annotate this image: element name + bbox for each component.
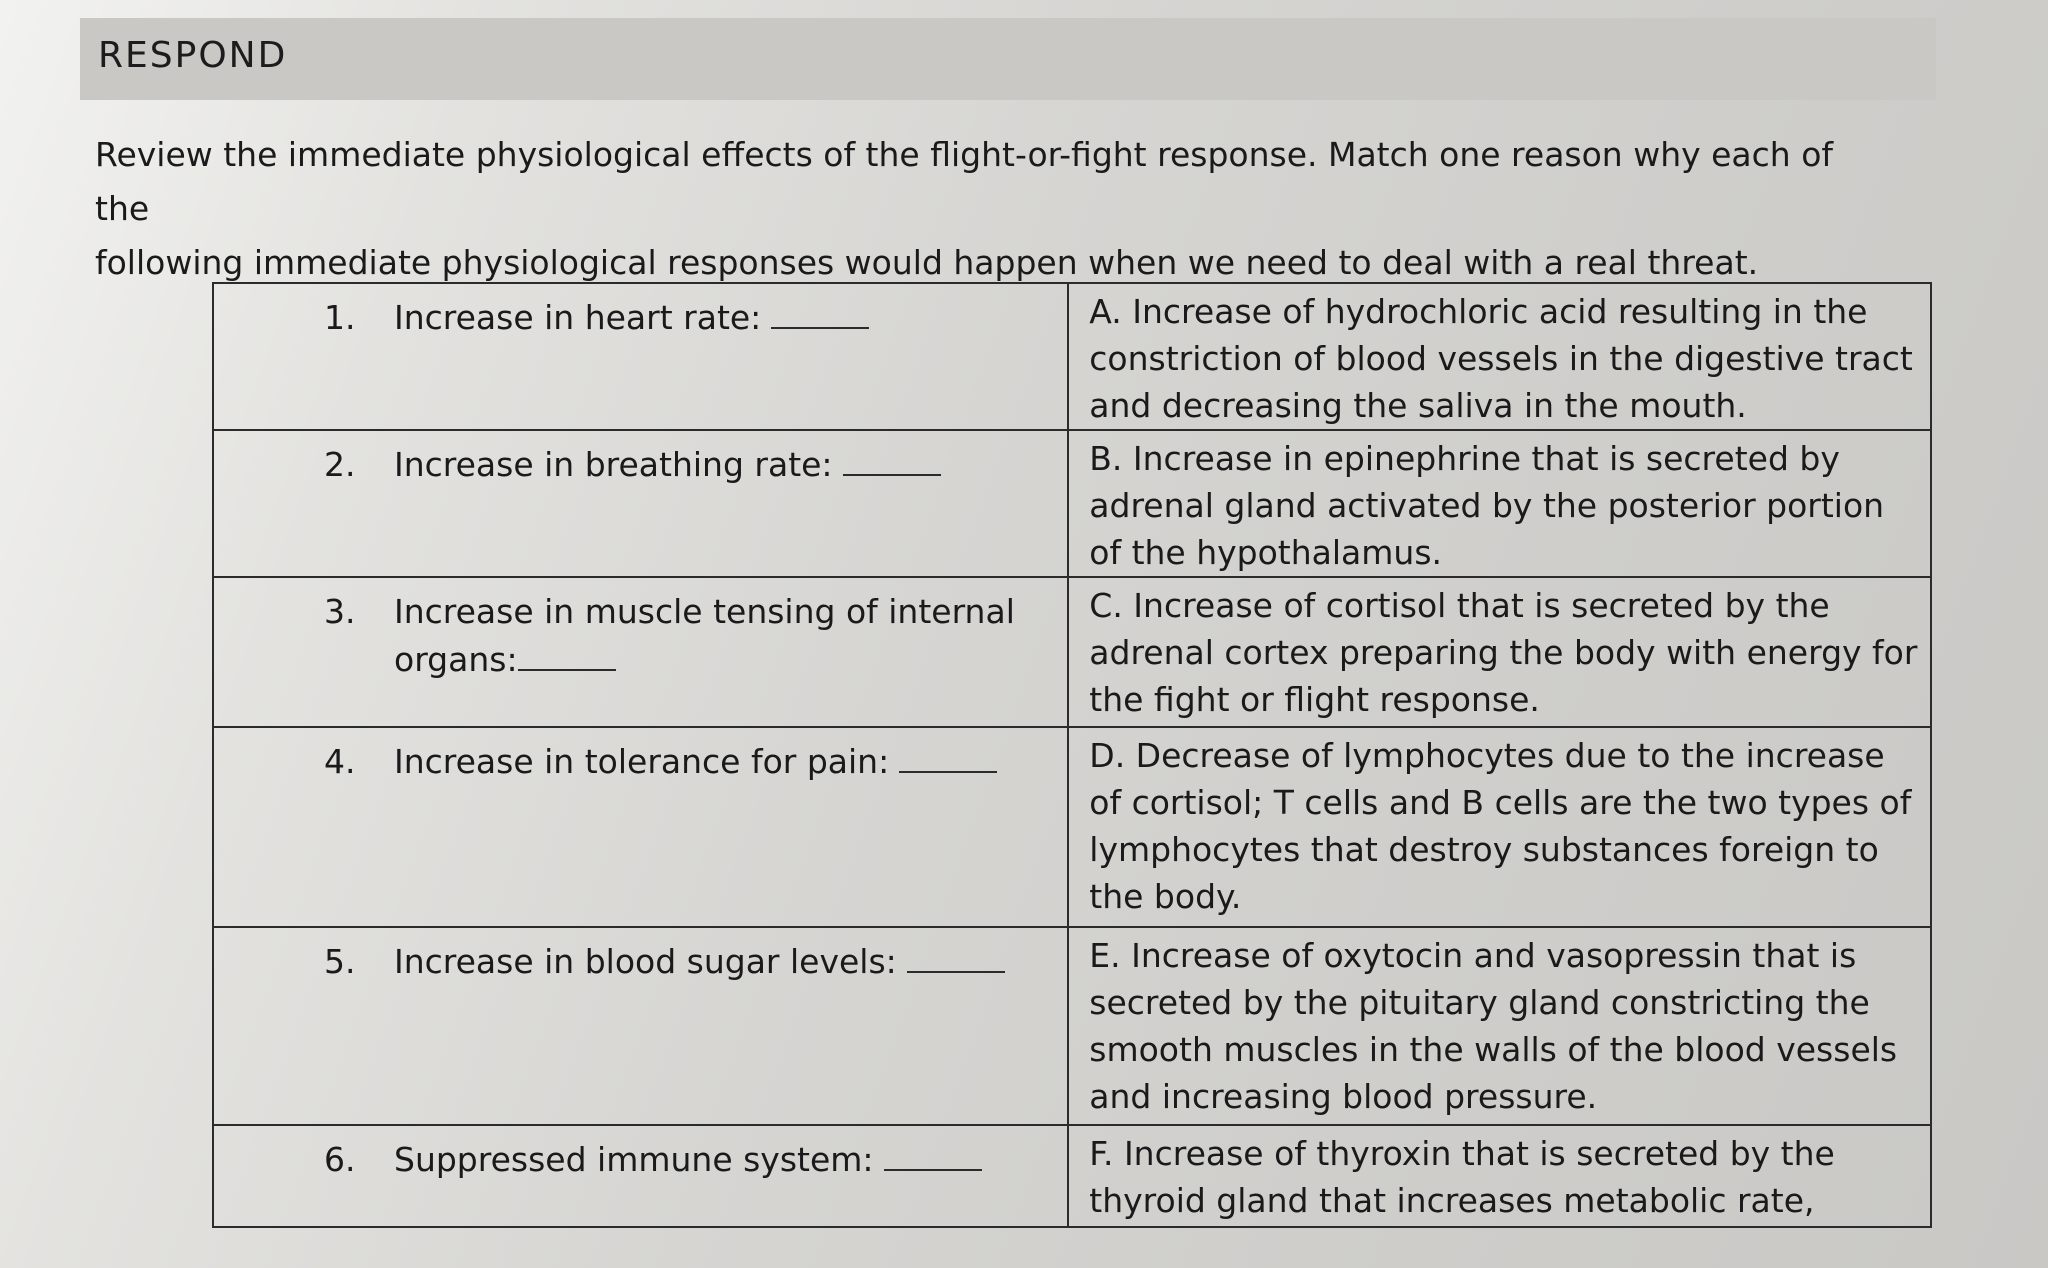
reason-cell bbox=[1068, 283, 1931, 430]
table-row bbox=[213, 727, 1931, 927]
answer-blank[interactable] bbox=[907, 941, 1005, 973]
table-row bbox=[213, 927, 1931, 1125]
instructions-line-1: Review the immediate physiological effects of the flight-or-fight response. Match one reason why each of the bbox=[95, 135, 1834, 228]
answer-blank[interactable] bbox=[843, 444, 941, 476]
response-cell bbox=[213, 430, 1068, 577]
item-number: 1. bbox=[324, 298, 356, 337]
response-label: Increase in breathing rate: bbox=[394, 445, 833, 484]
item-number: 6. bbox=[324, 1140, 356, 1179]
instructions bbox=[95, 128, 1895, 290]
reason-text: D. Decrease of lymphocytes due to the increase of cortisol; T cells and B cells are the two types of lymphocytes that destroy substances foreign to the body. bbox=[1089, 736, 1912, 916]
answer-blank[interactable] bbox=[884, 1139, 982, 1171]
reason-cell bbox=[1068, 727, 1931, 927]
section-title: RESPOND bbox=[98, 35, 288, 76]
response-label: Increase in muscle tensing of internal organs: bbox=[394, 592, 1015, 679]
item-number: 4. bbox=[324, 742, 356, 781]
reason-text: C. Increase of cortisol that is secreted by the adrenal cortex preparing the body with energy for the fight or flight response. bbox=[1089, 586, 1918, 719]
response-cell bbox=[213, 1125, 1068, 1227]
item-number: 5. bbox=[324, 942, 356, 981]
table-row bbox=[213, 283, 1931, 430]
response-label: Increase in tolerance for pain: bbox=[394, 742, 890, 781]
response-cell bbox=[213, 577, 1068, 727]
response-label: Increase in blood sugar levels: bbox=[394, 942, 897, 981]
matching-table bbox=[212, 282, 1932, 1228]
response-cell bbox=[213, 283, 1068, 430]
answer-blank[interactable] bbox=[771, 297, 869, 329]
reason-cell bbox=[1068, 430, 1931, 577]
reason-text: F. Increase of thyroxin that is secreted by the thyroid gland that increases metabolic rate, bbox=[1089, 1134, 1835, 1220]
answer-blank[interactable] bbox=[518, 639, 616, 671]
table-row bbox=[213, 577, 1931, 727]
response-label: Increase in heart rate: bbox=[394, 298, 762, 337]
reason-text: B. Increase in epinephrine that is secreted by adrenal gland activated by the posterior portion of the hypothalamus. bbox=[1089, 439, 1885, 572]
answer-blank[interactable] bbox=[899, 741, 997, 773]
reason-text: A. Increase of hydrochloric acid resulting in the constriction of blood vessels in the digestive tract and decreasing the saliva in the mouth. bbox=[1089, 292, 1913, 425]
response-label: Suppressed immune system: bbox=[394, 1140, 874, 1179]
section-header-bar bbox=[80, 18, 1936, 100]
response-cell bbox=[213, 927, 1068, 1125]
table-row bbox=[213, 430, 1931, 577]
reason-text: E. Increase of oxytocin and vasopressin that is secreted by the pituitary gland constricting the smooth muscles in the walls of the blood vessels and increasing blood pressure. bbox=[1089, 936, 1898, 1116]
reason-cell bbox=[1068, 577, 1931, 727]
table-row bbox=[213, 1125, 1931, 1227]
reason-cell bbox=[1068, 927, 1931, 1125]
reason-cell bbox=[1068, 1125, 1931, 1227]
item-number: 2. bbox=[324, 445, 356, 484]
response-cell bbox=[213, 727, 1068, 927]
instructions-line-2: following immediate physiological responses would happen when we need to deal with a real threat. bbox=[95, 243, 1759, 282]
item-number: 3. bbox=[324, 592, 356, 631]
